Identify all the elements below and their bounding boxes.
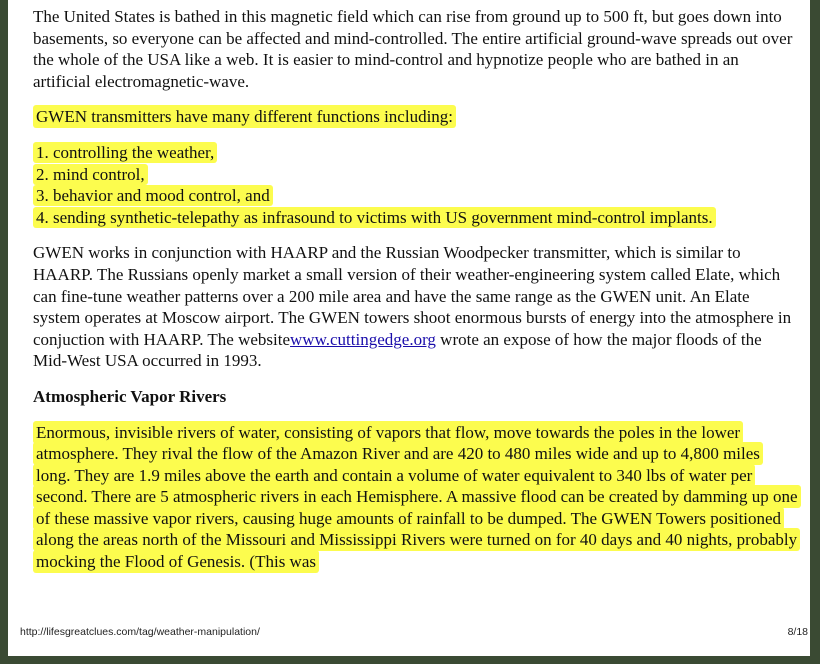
cuttingedge-link[interactable]: www.cuttingedge.org <box>290 329 436 349</box>
paragraph-magnetic-field: The United States is bathed in this magnetic field which can rise from ground up to 500 ft, but goes down into basements, so everyone can be affected and mind-controlled. The entire artificial ground-wave spreads out over the whole of the USA like a web. It is easier to mind-control and hypnotize people who are bathed in an artificial electromagnetic-wave. <box>33 7 793 91</box>
highlighted-text: 2. mind control, <box>33 164 148 185</box>
list-item <box>33 207 798 229</box>
functions-list <box>33 142 798 228</box>
list-item <box>33 142 798 164</box>
paragraph-text: GWEN works in conjunction with HAARP and the Russian Woodpecker transmitter, which is similar to HAARP. The Russians openly market a small version of their weather-engineering system called Elate, which can fine-tune weather patterns over a 200 mile area and have the same range as the GWEN unit. An Elate system operates at Moscow airport. The GWEN towers shoot enormous bursts of energy into the atmosphere in conjuction with HAARP. The website <box>33 243 792 349</box>
section-heading: Atmospheric Vapor Rivers <box>33 386 227 406</box>
paragraph-gwen-functions <box>33 106 798 128</box>
paragraph-text: wrote an expose of how the major floods of the Mid-West USA occurred in 1993. <box>33 329 762 371</box>
document-body <box>33 6 798 573</box>
highlighted-text: GWEN transmitters have many different functions including: <box>33 105 456 128</box>
highlighted-text: 1. controlling the weather, <box>33 142 217 163</box>
list-item <box>33 164 798 186</box>
highlighted-text: Enormous, invisible rivers of water, consisting of vapors that flow, move towards the poles in the lower atmosphere. They rival the flow of the Amazon River and are 420 to 480 miles wide and up to 4,800 miles long. They are 1.9 miles above the earth and contain a volume of water equivalent to 340 lbs of water per second. There are 5 atmospheric rivers in each Hemisphere. A massive flood can be created by damming up one of these massive vapor rivers, causing huge amounts of rainfall to be dumped. The GWEN Towers positioned along the areas north of the Missouri and Mississippi Rivers were turned on for 40 days and 40 nights, probably mocking the Flood of Genesis. (This was <box>33 421 801 574</box>
document-page <box>8 0 810 656</box>
page-number: 8/18 <box>787 626 808 638</box>
highlighted-text: 4. sending synthetic-telepathy as infrasound to victims with US government mind-control implants. <box>33 207 716 228</box>
paragraph-vapor-rivers <box>33 422 798 573</box>
paragraph-gwen-haarp <box>33 242 798 372</box>
footer-url: http://lifesgreatclues.com/tag/weather-manipulation/ <box>20 626 260 638</box>
highlighted-text: 3. behavior and mood control, and <box>33 185 273 206</box>
list-item <box>33 185 798 207</box>
